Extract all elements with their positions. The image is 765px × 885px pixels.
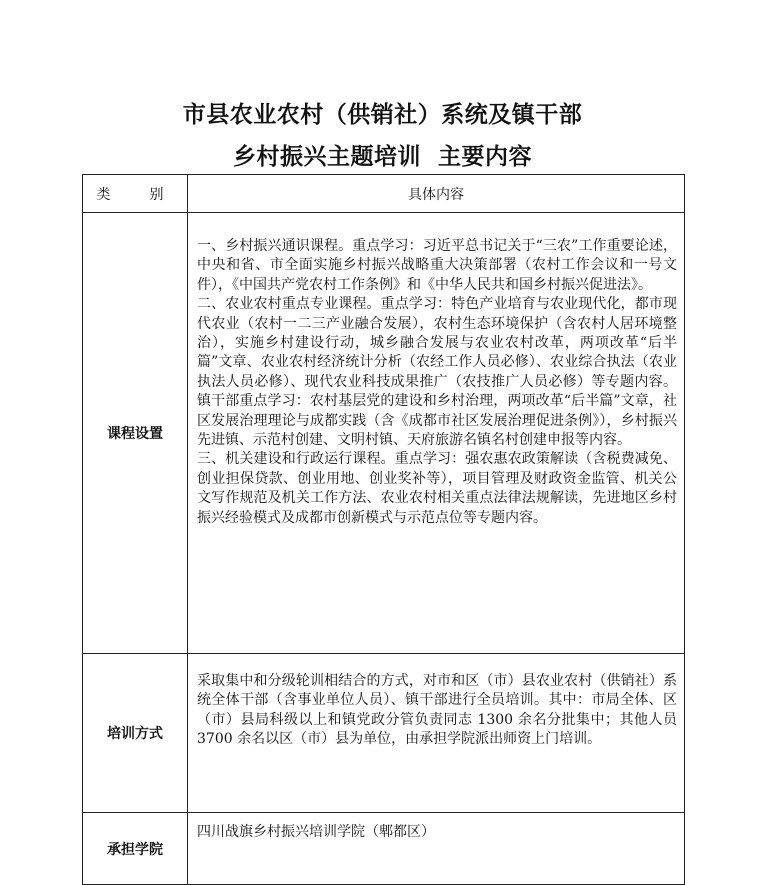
table-header-row — [83, 175, 685, 213]
table-row — [83, 813, 685, 885]
header-category-label: 类 别 — [96, 186, 174, 203]
row-content-method — [188, 654, 685, 813]
table-row — [83, 654, 685, 813]
document-title-line-1: 市县农业农村（供销社）系统及镇干部 — [182, 101, 583, 128]
document-title-line-2: 乡村振兴主题培训 主要内容 — [232, 143, 532, 170]
header-content: 具体内容 — [188, 175, 685, 213]
row-content-institution — [188, 813, 685, 885]
content-table — [82, 174, 685, 885]
course-paragraph-3: 三、机关建设和行政运行课程。重点学习：强农惠农政策解读（含税费减免、创业担保贷款、创业用地、创业奖补等），项目管理及财政资金监管、机关公文写作规范及机关工作方法、农业农村相关重点法律法规解读，先进地区乡村振兴经验模式及成都市创新模式与示范点位等专题内容。 — [197, 451, 677, 526]
header-category — [83, 175, 188, 213]
row-category-courses: 课程设置 — [83, 213, 188, 654]
table-row — [83, 213, 685, 654]
row-category-method: 培训方式 — [83, 654, 188, 813]
course-paragraph-1: 一、乡村振兴通识课程。重点学习：习近平总书记关于“三农”工作重要论述，中央和省、市全面实施乡村振兴战略重大决策部署（农村工作会议和一号文件），《中国共产党农村工作条例》和《中华人民共和国乡村振兴促进法》。 — [197, 238, 677, 293]
institution-paragraph: 四川战旗乡村振兴培训学院（郫都区） — [197, 824, 435, 840]
course-paragraph-2: 二、农业农村重点专业课程。重点学习：特色产业培育与农业现代化，都市现代农业（农村一二三产业融合发展），农村生态环境保护（含农村人居环境整治），实施乡村建设行动，城乡融合发展与农业农村改革，两项改革“后半篇”文章、农业农村经济统计分析（农经工作人员必修）、农业综合执法（农业执法人员必修）、现代农业科技成果推广（农技推广人员必修）等专题内容。镇干部重点学习：农村基层党的建设和乡村治理，两项改革“后半篇”文章，社区发展治理理论与成都实践（含《成都市社区发展治理促进条例》），乡村振兴先进镇、示范村创建、文明村镇、天府旅游名镇名村创建申报等内容。 — [197, 296, 677, 449]
method-paragraph: 采取集中和分级轮训相结合的方式，对市和区（市）县农业农村（供销社）系统全体干部（含事业单位人员）、镇干部进行全员培训。其中：市局全体、区（市）县局科级以上和镇党政分管负责同志 1300 余名分批集中；其他人员 3700 余名以区（市）县为单位，由承担学院派出师资上门培训。 — [197, 673, 677, 748]
row-category-institution: 承担学院 — [83, 813, 188, 885]
row-content-courses — [188, 213, 685, 654]
